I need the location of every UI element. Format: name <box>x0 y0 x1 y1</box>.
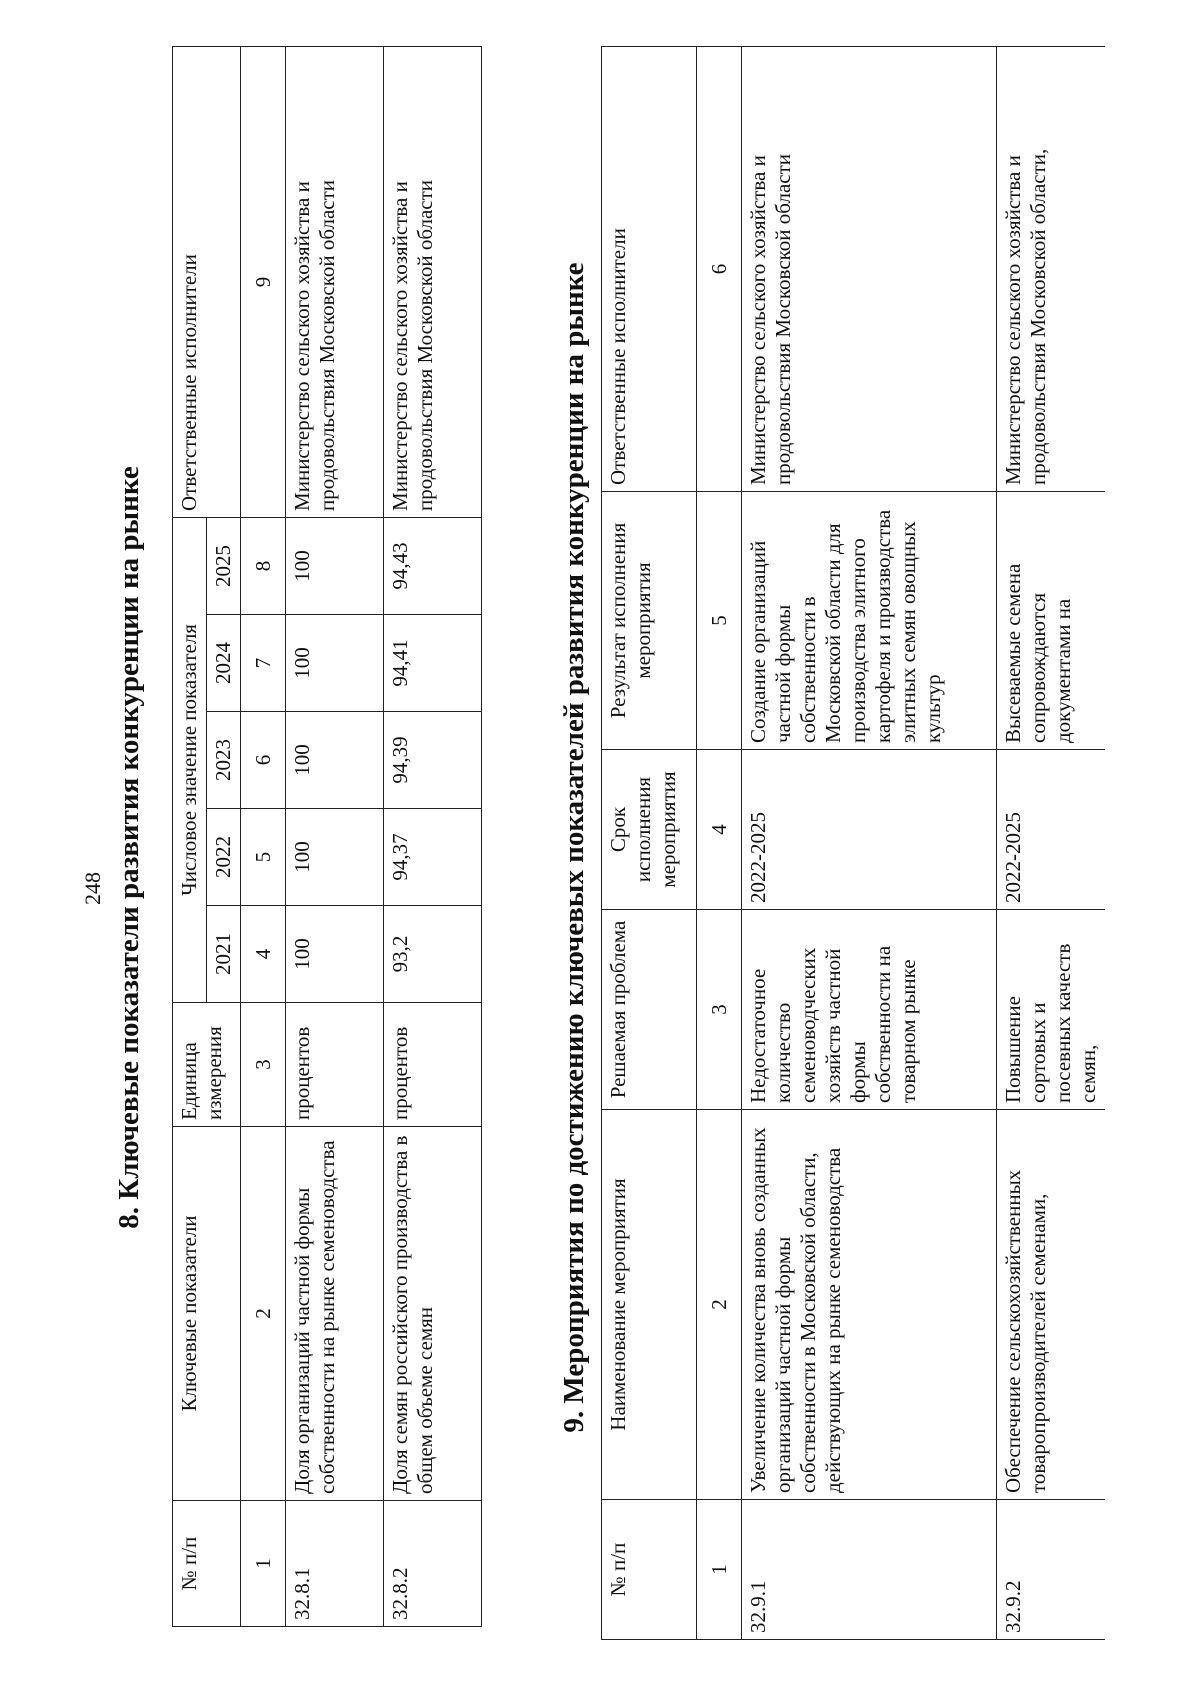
col-number: 8 <box>241 517 286 614</box>
header-term: Срок исполнения мероприятия <box>602 750 697 910</box>
row-value: 94,41 <box>384 615 482 712</box>
header-year: 2022 <box>207 809 241 906</box>
col-number: 6 <box>697 47 742 492</box>
row-value: 94,37 <box>384 809 482 906</box>
col-number: 5 <box>697 492 742 750</box>
section8-title: 8. Ключевые показатели развития конкуренции на рынке <box>113 466 145 1229</box>
row-problem: Повышение сортовых и посевных качеств семян, <box>997 910 1106 1110</box>
row-num: 32.9.2 <box>997 1500 1106 1640</box>
row-responsible: Министерство сельского хозяйства и продовольствия Московской области, <box>997 47 1106 492</box>
col-number: 3 <box>241 1003 286 1127</box>
section9-title: 9. Мероприятия по достижению ключевых показателей развития конкуренции на рынке <box>558 262 590 1433</box>
col-number: 1 <box>697 1500 742 1640</box>
header-year: 2024 <box>207 615 241 712</box>
row-unit: процентов <box>384 1003 482 1127</box>
col-number: 4 <box>697 750 742 910</box>
row-responsible: Министерство сельского хозяйства и продовольствия Московской области <box>742 47 997 492</box>
row-problem: Недостаточное количество семеноводческих хозяйств частной формы собственности на товарном рынке <box>742 910 997 1110</box>
header-num: № п/п <box>173 1501 241 1627</box>
header-num: № п/п <box>602 1500 697 1640</box>
header-year: 2021 <box>207 906 241 1003</box>
header-year: 2025 <box>207 517 241 614</box>
col-number: 2 <box>241 1127 286 1501</box>
col-number: 5 <box>241 809 286 906</box>
col-number: 3 <box>697 910 742 1110</box>
row-term: 2022-2025 <box>742 750 997 910</box>
row-num: 32.8.2 <box>384 1501 482 1627</box>
rotated-page <box>80 50 1130 1645</box>
row-value: 94,39 <box>384 712 482 809</box>
col-number: 1 <box>241 1501 286 1627</box>
row-value: 94,43 <box>384 517 482 614</box>
row-value: 100 <box>286 809 384 906</box>
row-indicator: Доля организаций частной формы собственности на рынке семеноводства <box>286 1127 384 1501</box>
row-value: 93,2 <box>384 906 482 1003</box>
header-name: Наименование мероприятия <box>602 1110 697 1500</box>
header-responsible: Ответственные исполнители <box>602 47 697 492</box>
key-indicators-table <box>172 46 482 1627</box>
col-number: 9 <box>241 46 286 517</box>
measures-table <box>601 46 1105 1640</box>
col-number: 2 <box>697 1110 742 1500</box>
row-indicator: Доля семян российского производства в общем объеме семян <box>384 1127 482 1501</box>
header-responsible: Ответственные исполнители <box>173 46 241 517</box>
row-num: 32.9.1 <box>742 1500 997 1640</box>
row-responsible: Министерство сельского хозяйства и продовольствия Московской области <box>384 46 482 517</box>
header-problem: Решаемая проблема <box>602 910 697 1110</box>
row-num: 32.8.1 <box>286 1501 384 1627</box>
col-number: 6 <box>241 712 286 809</box>
row-responsible: Министерство сельского хозяйства и продовольствия Московской области <box>286 46 384 517</box>
row-value: 100 <box>286 712 384 809</box>
col-number: 4 <box>241 906 286 1003</box>
row-name: Обеспечение сельскохозяйственных товаропроизводителей семенами, <box>997 1110 1106 1500</box>
row-name: Увеличение количества вновь созданных организаций частной формы собственности в Московской области, действующих на рынке семеноводства <box>742 1110 997 1500</box>
row-value: 100 <box>286 517 384 614</box>
header-value-group: Числовое значение показателя <box>173 517 207 1002</box>
header-unit: Единица измерения <box>173 1003 241 1127</box>
row-value: 100 <box>286 906 384 1003</box>
row-unit: процентов <box>286 1003 384 1127</box>
row-result: Создание организаций частной формы собственности в Московской области для производства элитного картофеля и производства элитных семян овощных культур <box>742 492 997 750</box>
header-result: Результат исполнения мероприятия <box>602 492 697 750</box>
row-result: Высеваемые семена сопровождаются документами на <box>997 492 1106 750</box>
header-year: 2023 <box>207 712 241 809</box>
page-number: 248 <box>80 872 105 905</box>
row-value: 100 <box>286 615 384 712</box>
row-term: 2022-2025 <box>997 750 1106 910</box>
header-indicator: Ключевые показатели <box>173 1127 241 1501</box>
col-number: 7 <box>241 615 286 712</box>
